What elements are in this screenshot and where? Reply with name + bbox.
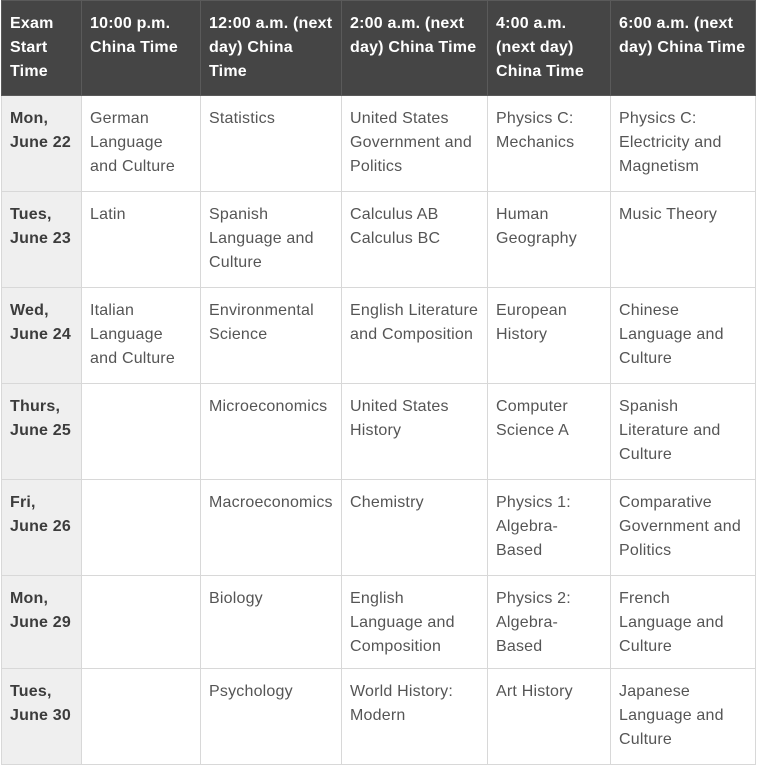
- exam-cell: Italian Language and Culture: [82, 288, 201, 384]
- header-cell: 6:00 a.m. (next day) China Time: [611, 1, 756, 96]
- exam-cell: German Language and Culture: [82, 96, 201, 192]
- row-date-cell: Tues, June 23: [2, 192, 82, 288]
- row-date-cell: Fri, June 26: [2, 480, 82, 576]
- exam-cell: Art History: [488, 669, 611, 765]
- exam-cell: Chinese Language and Culture: [611, 288, 756, 384]
- row-date-cell: Mon, June 22: [2, 96, 82, 192]
- table-body: [2, 96, 756, 765]
- table-row: [2, 288, 756, 384]
- exam-cell: Physics C: Electricity and Magnetism: [611, 96, 756, 192]
- exam-cell: Spanish Language and Culture: [201, 192, 342, 288]
- exam-cell: Statistics: [201, 96, 342, 192]
- exam-cell: Comparative Government and Politics: [611, 480, 756, 576]
- exam-cell: Microeconomics: [201, 384, 342, 480]
- header-cell: 2:00 a.m. (next day) China Time: [342, 1, 488, 96]
- exam-cell: French Language and Culture: [611, 576, 756, 669]
- exam-cell: Physics 1: Algebra-Based: [488, 480, 611, 576]
- exam-cell: Environmental Science: [201, 288, 342, 384]
- exam-cell: European History: [488, 288, 611, 384]
- exam-cell: [82, 669, 201, 765]
- exam-cell: Physics C: Mechanics: [488, 96, 611, 192]
- exam-cell: Calculus AB Calculus BC: [342, 192, 488, 288]
- exam-cell: English Literature and Composition: [342, 288, 488, 384]
- exam-cell: English Language and Composition: [342, 576, 488, 669]
- table-row: [2, 96, 756, 192]
- exam-cell: Psychology: [201, 669, 342, 765]
- row-date-cell: Thurs, June 25: [2, 384, 82, 480]
- exam-cell: Latin: [82, 192, 201, 288]
- exam-cell: Music Theory: [611, 192, 756, 288]
- exam-cell: Computer Science A: [488, 384, 611, 480]
- exam-cell: Biology: [201, 576, 342, 669]
- exam-cell: [82, 480, 201, 576]
- exam-cell: [82, 384, 201, 480]
- exam-cell: Macroeconomics: [201, 480, 342, 576]
- exam-cell: Physics 2: Algebra-Based: [488, 576, 611, 669]
- table-row: [2, 576, 756, 669]
- row-date-cell: Tues, June 30: [2, 669, 82, 765]
- table-row: [2, 384, 756, 480]
- row-date-cell: Mon, June 29: [2, 576, 82, 669]
- table-row: [2, 669, 756, 765]
- exam-cell: Human Geography: [488, 192, 611, 288]
- exam-cell: Spanish Literature and Culture: [611, 384, 756, 480]
- exam-cell: World History: Modern: [342, 669, 488, 765]
- header-corner-cell: Exam Start Time: [2, 1, 82, 96]
- row-date-cell: Wed, June 24: [2, 288, 82, 384]
- exam-cell: United States History: [342, 384, 488, 480]
- exam-cell: [82, 576, 201, 669]
- table-row: [2, 480, 756, 576]
- table-row: [2, 192, 756, 288]
- exam-cell: Japanese Language and Culture: [611, 669, 756, 765]
- exam-schedule-table: [1, 0, 756, 765]
- exam-cell: Chemistry: [342, 480, 488, 576]
- header-row: [2, 1, 756, 96]
- header-cell: 4:00 a.m. (next day) China Time: [488, 1, 611, 96]
- exam-cell: United States Government and Politics: [342, 96, 488, 192]
- header-cell: 10:00 p.m. China Time: [82, 1, 201, 96]
- table-header: [2, 1, 756, 96]
- header-cell: 12:00 a.m. (next day) China Time: [201, 1, 342, 96]
